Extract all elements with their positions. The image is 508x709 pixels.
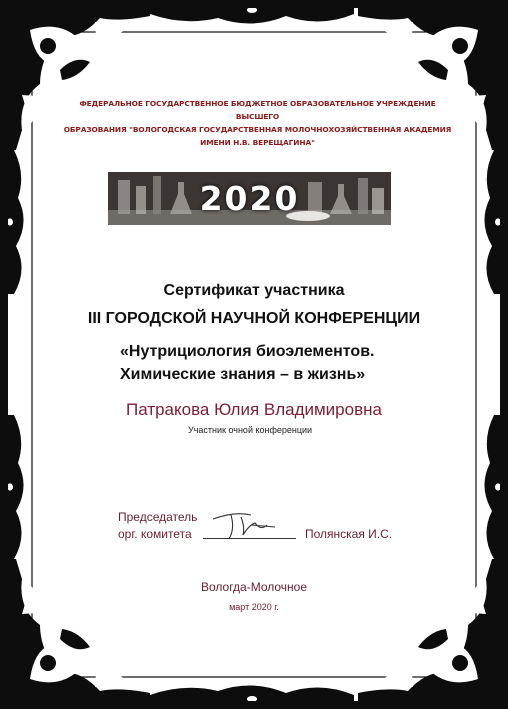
handwritten-signature [205, 505, 295, 545]
participant-type: Участник очной конференции [188, 425, 313, 435]
issuer-line-3: ИМЕНИ Н.В. ВЕРЕЩАГИНА" [200, 138, 315, 147]
certificate-title: Сертификат участника [163, 282, 345, 299]
conference-topic-line-1: «Нутрициология биоэлементов. [120, 343, 375, 360]
issuer-line-1: ФЕДЕРАЛЬНОЕ ГОСУДАРСТВЕННОЕ БЮДЖЕТНОЕ ОБРАЗОВАТЕЛЬНОЕ УЧРЕЖДЕНИЕ ВЫСШЕГО [79, 99, 436, 121]
issue-city: Вологда-Молочное [200, 580, 308, 594]
conference-topic-line-2: Химические знания – в жизнь» [120, 366, 366, 383]
participant-name: Патракова Юлия Владимировна [126, 400, 382, 419]
lab-glassware-banner [108, 172, 391, 225]
banner-year: 2020 [199, 179, 300, 218]
chair-role-line-2: орг. комитета [118, 527, 192, 541]
issue-date: март 2020 г. [229, 602, 279, 612]
issuer-organization [60, 97, 455, 149]
chair-name: Полянская И.С. [305, 527, 393, 541]
conference-name: III ГОРОДСКОЙ НАУЧНОЙ КОНФЕРЕНЦИИ [87, 310, 421, 327]
issuer-line-2: ОБРАЗОВАНИЯ "ВОЛОГОДСКАЯ ГОСУДАРСТВЕННАЯ МОЛОЧНОХОЗЯЙСТВЕННАЯ АКАДЕМИЯ [63, 125, 452, 134]
chair-role-line-1: Председатель [118, 510, 198, 524]
